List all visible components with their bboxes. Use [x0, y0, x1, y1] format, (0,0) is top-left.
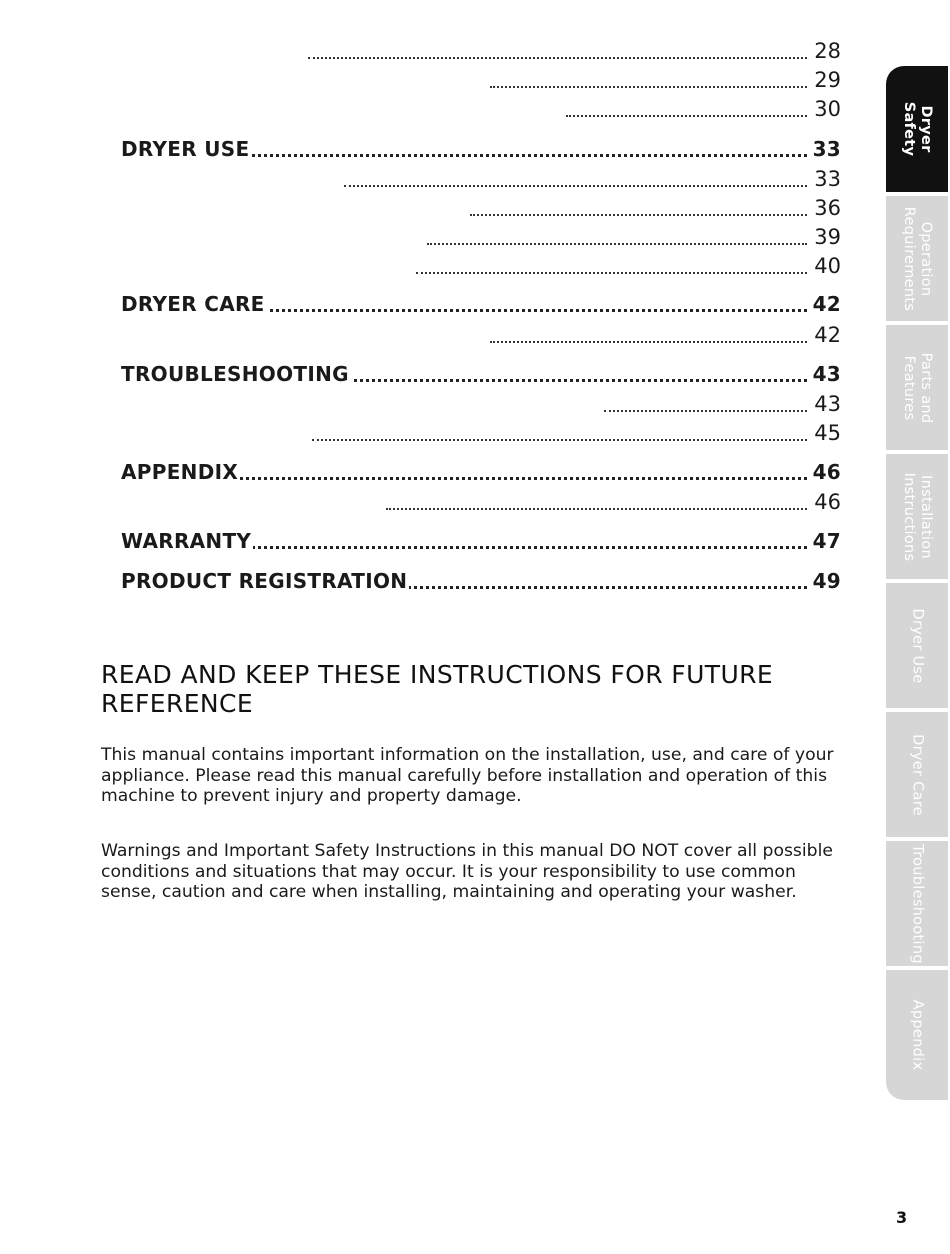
- toc-section[interactable]: [121, 136, 841, 162]
- toc-entry[interactable]: [470, 195, 841, 221]
- tab-label: Dryer Safety: [901, 101, 934, 157]
- toc-entry-page: 40: [814, 254, 841, 278]
- leader-dots: [344, 185, 807, 187]
- toc-section-page: 43: [812, 362, 841, 386]
- toc-entry[interactable]: [386, 489, 841, 515]
- toc-section-page: 49: [812, 569, 841, 593]
- warning-paragraph: Warnings and Important Safety Instructions in this manual DO NOT cover all possible conditions and situations that may occur. It is your responsibility to use common sense, caution and care when installing, maintaining and operating your washer.: [101, 841, 833, 902]
- toc-entry-page: 36: [814, 196, 841, 220]
- toc-entry[interactable]: [566, 96, 841, 122]
- tab-label: Installation Instructions: [901, 472, 934, 561]
- toc-section[interactable]: [121, 291, 841, 317]
- toc-section-page: 42: [812, 292, 841, 316]
- toc-entry-page: 29: [814, 68, 841, 92]
- tab-label: Appendix: [909, 999, 926, 1071]
- toc-entry[interactable]: [416, 253, 841, 279]
- section-tabs: [886, 66, 948, 1102]
- toc-section[interactable]: [121, 568, 841, 594]
- tab-dryer-use[interactable]: [886, 583, 948, 710]
- tab-operation-requirements[interactable]: [886, 196, 948, 323]
- toc-entry-page: 45: [814, 421, 841, 445]
- table-of-contents: [0, 0, 880, 610]
- leader-dots: [386, 508, 807, 510]
- toc-section-page: 47: [812, 529, 841, 553]
- toc-entry[interactable]: [490, 322, 841, 348]
- toc-entry-page: 30: [814, 97, 841, 121]
- toc-section-label: APPENDIX: [121, 460, 239, 484]
- toc-entry[interactable]: [344, 166, 841, 192]
- page-number: 3: [896, 1208, 908, 1227]
- toc-section-label: TROUBLESHOOTING: [121, 362, 349, 386]
- toc-entry-page: 28: [814, 39, 841, 63]
- toc-entry-page: 39: [814, 225, 841, 249]
- section-heading: READ AND KEEP THESE INSTRUCTIONS FOR FUTURE REFERENCE: [101, 660, 774, 718]
- toc-entry[interactable]: [604, 391, 841, 417]
- toc-section-page: 33: [812, 137, 841, 161]
- tab-installation-instructions[interactable]: [886, 454, 948, 581]
- toc-section-label: DRYER USE: [121, 137, 250, 161]
- toc-section-page: 46: [812, 460, 841, 484]
- leader-dots: [470, 214, 807, 216]
- tab-dryer-safety[interactable]: [886, 66, 948, 194]
- toc-section-label: WARRANTY: [121, 529, 252, 553]
- toc-section-label: DRYER CARE: [121, 292, 265, 316]
- toc-entry[interactable]: [427, 224, 841, 250]
- toc-entry-page: 46: [814, 490, 841, 514]
- toc-section[interactable]: [121, 459, 841, 485]
- leader-dots: [490, 86, 807, 88]
- tab-appendix[interactable]: [886, 970, 948, 1100]
- toc-entry[interactable]: [490, 67, 841, 93]
- tab-parts-and-features[interactable]: [886, 325, 948, 452]
- leader-dots: [312, 439, 807, 441]
- toc-entry[interactable]: [308, 38, 841, 64]
- tab-troubleshooting[interactable]: [886, 841, 948, 968]
- leader-dots: [427, 243, 807, 245]
- tab-label: Operation Requirements: [901, 206, 934, 311]
- tab-label: Troubleshooting: [909, 843, 926, 964]
- leader-dots: [308, 57, 807, 59]
- leader-dots: [566, 115, 807, 117]
- tab-label: Dryer Care: [909, 733, 926, 816]
- toc-entry-page: 42: [814, 323, 841, 347]
- toc-entry-page: 33: [814, 167, 841, 191]
- intro-paragraph: This manual contains important information on the installation, use, and care of your appliance. Please read this manual carefully before installation and operation of this machine to prevent injury and property damage.: [101, 745, 834, 806]
- tab-label: Parts and Features: [901, 352, 934, 423]
- tab-label: Dryer Use: [909, 608, 926, 683]
- toc-section[interactable]: [121, 361, 841, 387]
- toc-section-label: PRODUCT REGISTRATION: [121, 569, 408, 593]
- leader-dots: [604, 410, 807, 412]
- leader-dots: [490, 341, 807, 343]
- toc-entry[interactable]: [312, 420, 841, 446]
- toc-entry-page: 43: [814, 392, 841, 416]
- leader-dots: [416, 272, 807, 274]
- tab-dryer-care[interactable]: [886, 712, 948, 839]
- toc-section[interactable]: [121, 528, 841, 554]
